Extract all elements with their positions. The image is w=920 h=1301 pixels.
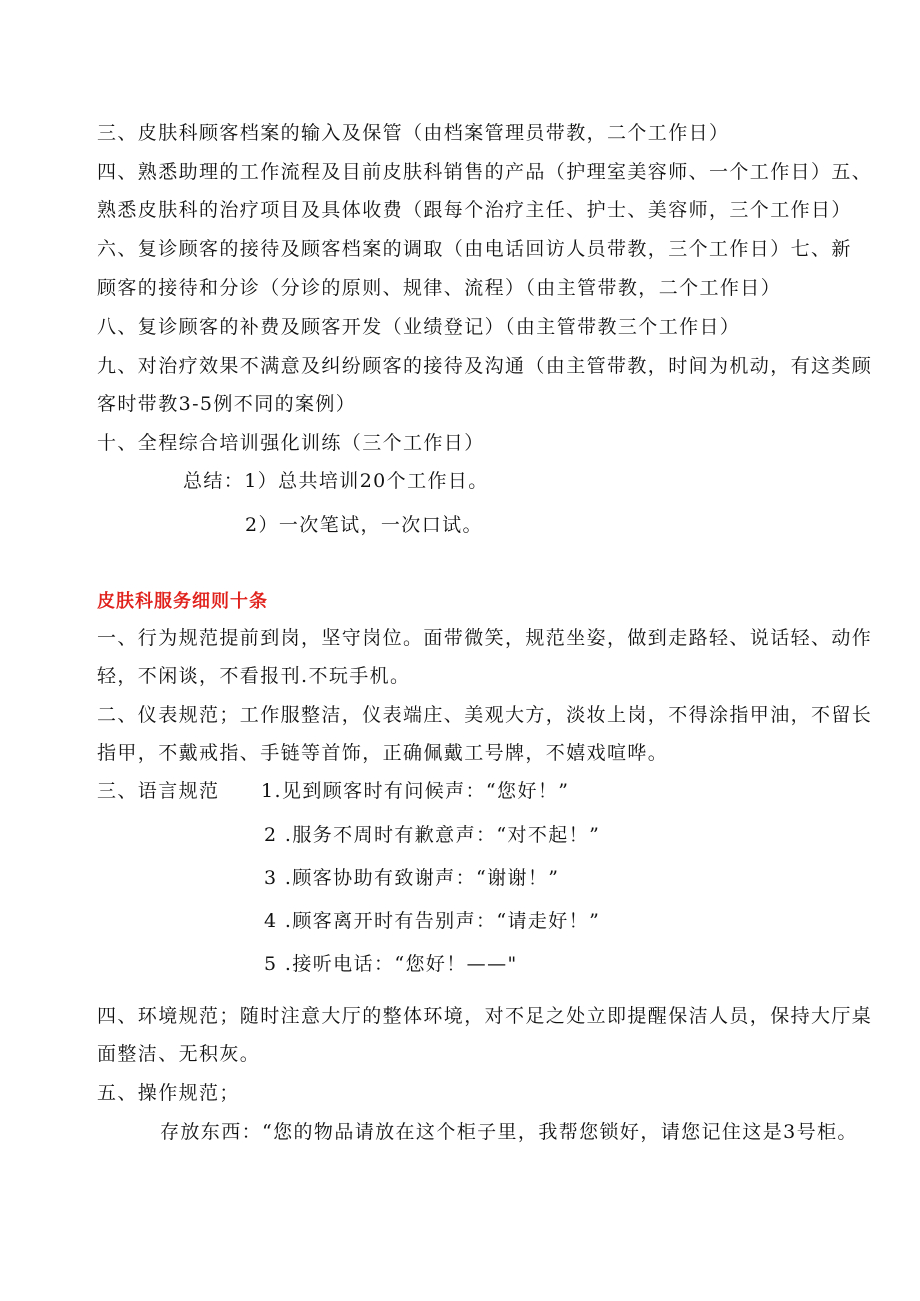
text-line: 八、复诊顾客的补费及顾客开发（业绩登记）（由主管带教三个工作日） <box>97 316 741 338</box>
list-item: 5 .接听电话：“您好！——" <box>264 953 518 975</box>
list-item: 3 .顾客协助有致谢声：“谢谢！” <box>264 867 560 889</box>
text-line: 十、全程综合培训强化训练（三个工作日） <box>97 432 485 454</box>
text-line: 三、皮肤科顾客档案的输入及保管（由档案管理员带教，二个工作日） <box>97 122 730 144</box>
text-line: 顾客的接待和分诊（分诊的原则、规律、流程）（由主管带教，二个工作日） <box>97 277 782 299</box>
text-line: 存放东西：“您的物品请放在这个柜子里，我帮您锁好，请您记住这是3号柜。 <box>160 1121 858 1143</box>
section-heading: 皮肤科服务细则十条 <box>97 591 268 612</box>
text-line: 面整洁、无积灰。 <box>97 1043 261 1065</box>
text-line: 二、仪表规范；工作服整洁，仪表端庄、美观大方，淡妆上岗，不得涂指甲油，不留长 <box>97 704 873 726</box>
summary-line: 总结：1）总共培训20个工作日。 <box>183 470 489 492</box>
list-item: 1.见到顾客时有问候声：“您好！” <box>261 780 570 802</box>
text-line: 轻，不闲谈，不看报刊.不玩手机。 <box>97 665 411 687</box>
text-line: 熟悉皮肤科的治疗项目及具体收费（跟每个治疗主任、护士、美容师，三个工作日） <box>97 199 852 221</box>
list-item: 4 .顾客离开时有告别声：“请走好！” <box>264 910 601 932</box>
list-item: 2 .服务不周时有歉意声：“对不起！” <box>264 824 601 846</box>
text-line: 一、行为规范提前到岗，坚守岗位。面带微笑，规范坐姿，做到走路轻、说话轻、动作 <box>97 627 873 649</box>
text-line: 五、操作规范； <box>97 1082 240 1104</box>
text-line: 三、语言规范 <box>97 780 220 802</box>
text-line: 指甲，不戴戒指、手链等首饰，正确佩戴工号牌，不嬉戏喧哗。 <box>97 742 669 764</box>
text-line: 六、复诊顾客的接待及顾客档案的调取（由电话回访人员带教，三个工作日）七、新 <box>97 238 852 260</box>
summary-line: 2）一次笔试，一次口试。 <box>245 514 483 536</box>
text-line: 九、对治疗效果不满意及纠纷顾客的接待及沟通（由主管带教，时间为机动，有这类顾 <box>97 355 873 377</box>
text-line: 客时带教3-5例不同的案例） <box>97 393 357 415</box>
text-line: 四、环境规范；随时注意大厅的整体环境，对不足之处立即提醒保洁人员，保持大厅桌 <box>97 1005 873 1027</box>
text-line: 四、熟悉助理的工作流程及目前皮肤科销售的产品（护理室美容师、一个工作日）五、 <box>97 161 873 183</box>
